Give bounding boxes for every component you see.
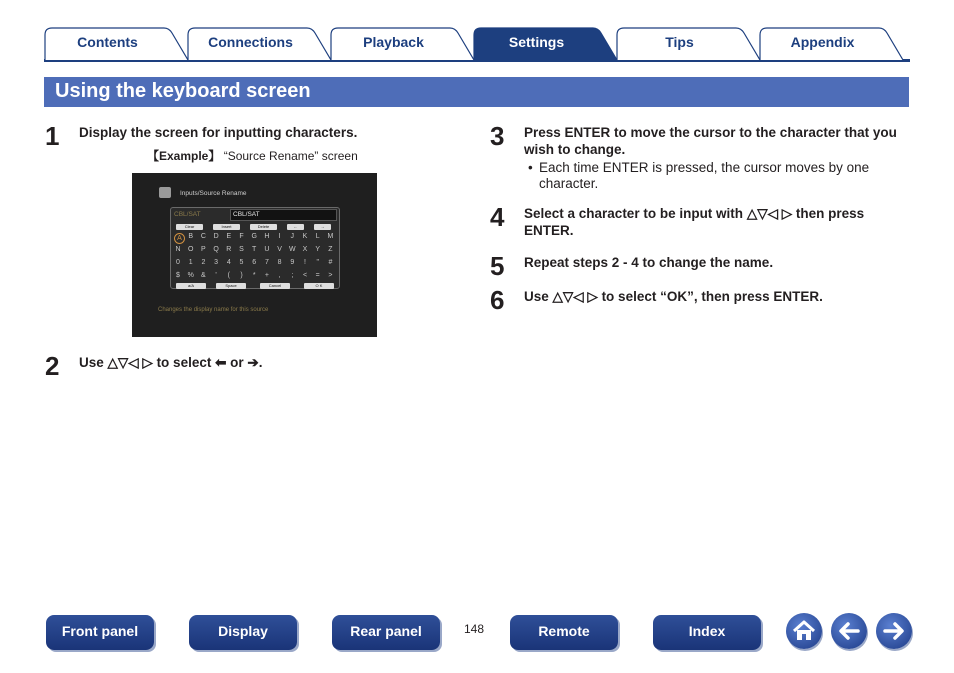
tab-label: Playback [363,34,424,50]
step-3-bullet: Each time ENTER is pressed, the cursor moves by one character. [539,160,870,191]
kb-key[interactable]: C [200,233,206,240]
kb-key[interactable]: 4 [226,259,231,266]
kb-key[interactable]: D [213,233,219,240]
tab-appendix[interactable] [759,27,904,60]
front-panel-button[interactable] [46,615,154,650]
step-3-text: Press ENTER to move the cursor to the character that you wish to change. [524,125,897,157]
kb-key-bottom[interactable]: O K [304,283,334,289]
kb-key[interactable]: 2 [201,259,206,266]
kb-key[interactable]: X [302,246,308,253]
arrow-left-icon: ⬅ [215,355,227,370]
kb-key[interactable]: # [328,259,333,266]
kb-key[interactable]: Q [213,246,219,253]
step-2-number: 2 [45,351,60,381]
kb-key[interactable]: U [264,246,270,253]
kb-key[interactable]: F [239,233,244,240]
kb-key[interactable]: , [278,272,281,279]
kb-key[interactable]: L [315,233,320,240]
kb-key[interactable]: " [316,259,319,266]
kb-key[interactable]: G [251,233,257,240]
kb-key[interactable]: ; [291,272,294,279]
step-2-text-a: Use [79,355,108,370]
kb-key-bottom[interactable]: Cancel [260,283,290,289]
cursor-arrows-icon: △▽◁ ▷ [107,355,153,370]
kb-key[interactable]: R [226,246,232,253]
kb-key[interactable]: < [302,272,308,279]
step-4-text-a: Select a character to be input with [524,206,747,221]
kb-key[interactable]: N [175,246,181,253]
step-6-text-b: to select “OK”, then press ENTER. [597,289,823,304]
name-input-field[interactable] [230,209,337,221]
screen-title: Inputs/Source Rename [180,190,247,197]
kb-key[interactable]: ! [304,259,306,266]
step-3-number: 3 [490,121,505,151]
tab-label: Contents [77,34,138,50]
kb-key[interactable]: H [264,233,270,240]
kb-key[interactable]: E [226,233,232,240]
screen-current-name: CBL/SAT [174,211,201,218]
step-1-text: Display the screen for inputting characters. [79,125,358,140]
example-tag: 【Example】 [147,149,221,163]
kb-key[interactable]: ( [227,272,230,279]
settings-icon [159,187,171,198]
kb-key[interactable]: 3 [214,259,219,266]
kb-key[interactable]: B [188,233,194,240]
step-5-text: Repeat steps 2 - 4 to change the name. [524,255,774,270]
kb-key-top[interactable]: ← [287,224,304,230]
index-button[interactable] [653,615,761,650]
step-4-number: 4 [490,202,505,232]
display-button[interactable] [189,615,297,650]
kb-key[interactable]: S [239,246,244,253]
step-4-text-b: then press ENTER. [524,206,865,238]
rear-panel-button[interactable] [332,615,440,650]
arrow-left-icon [831,613,867,649]
kb-key-bottom[interactable]: Space [216,283,246,289]
tab-label: Tips [665,34,694,50]
step-6-text-a: Use [524,289,553,304]
example-caption [147,147,358,164]
tab-label: Appendix [790,34,855,50]
name-input-value: CBL/SAT [233,211,260,218]
kb-key[interactable]: $ [176,272,180,279]
kb-key[interactable]: I [278,233,281,240]
kb-key[interactable]: 8 [277,259,282,266]
kb-key[interactable]: 1 [188,259,193,266]
remote-label: Remote [538,623,590,639]
tab-settings[interactable] [473,27,618,60]
kb-key-bottom[interactable]: a/A [176,283,206,289]
index-label: Index [688,623,726,639]
page-number: 148 [464,622,485,636]
kb-key[interactable]: * [252,272,256,279]
tab-label: Settings [508,34,565,50]
kb-key[interactable]: > [328,272,333,279]
kb-key-top[interactable]: → [314,224,331,230]
step-6-number: 6 [490,285,505,315]
kb-key[interactable]: Z [328,246,333,253]
kb-key[interactable]: 9 [290,259,295,266]
step-2-end: . [258,355,263,370]
example-caption-text: “Source Rename” screen [220,149,358,163]
kb-key[interactable]: 0 [176,259,180,266]
display-label: Display [218,623,268,639]
kb-key[interactable]: 6 [252,259,257,266]
kb-key[interactable]: W [288,246,296,253]
arrow-right-icon: ➔ [247,355,259,370]
step-5-number: 5 [490,251,505,281]
step-4-text [524,205,904,239]
step-2-or: or [226,355,248,370]
kb-key-top[interactable]: Insert [213,224,240,230]
tab-contents[interactable] [44,27,189,60]
kb-key[interactable]: % [187,272,194,279]
kb-key-top[interactable]: Clear [176,224,203,230]
tab-connections[interactable] [187,27,332,60]
page-title: Using the keyboard screen [55,80,311,102]
kb-key[interactable]: P [201,246,206,253]
kb-key[interactable]: + [264,272,269,279]
cursor-arrows-icon: △▽◁ ▷ [746,206,793,221]
kb-key[interactable]: V [277,246,282,253]
source-rename-screen [132,173,377,337]
kb-key[interactable]: 5 [239,259,244,266]
kb-key[interactable]: K [302,233,308,240]
front-panel-label: Front panel [61,623,139,639]
tab-tips[interactable] [616,27,761,60]
arrow-right-icon [876,613,912,649]
kb-key[interactable]: = [315,272,320,279]
screen-hint: Changes the display name for this source [158,307,269,313]
kb-key-top[interactable]: Delete [250,224,277,230]
back-button[interactable] [831,613,867,649]
home-button[interactable] [786,613,822,649]
step-2-text [79,354,419,371]
kb-key[interactable]: O [187,246,194,253]
remote-button[interactable] [510,615,618,650]
kb-key[interactable]: A [174,233,185,244]
rear-panel-label: Rear panel [350,623,422,639]
kb-key[interactable]: ) [240,272,243,279]
section-header [44,77,909,107]
cursor-arrows-icon: △▽◁ ▷ [552,289,598,304]
kb-key[interactable]: Y [315,246,321,253]
kb-key[interactable]: T [252,246,257,253]
bullet-dot: • [528,160,533,175]
kb-key[interactable]: & [201,272,206,279]
step-6-text [524,288,904,305]
home-icon [786,613,822,649]
kb-key[interactable]: J [290,233,295,240]
kb-key[interactable]: M [327,233,334,240]
forward-button[interactable] [876,613,912,649]
tab-label: Connections [208,34,293,50]
step-1-number: 1 [45,121,60,151]
tab-playback[interactable] [330,27,475,60]
step-2-text-b: to select [152,355,216,370]
kb-key[interactable]: 7 [264,259,269,266]
kb-key[interactable]: ' [215,272,217,279]
